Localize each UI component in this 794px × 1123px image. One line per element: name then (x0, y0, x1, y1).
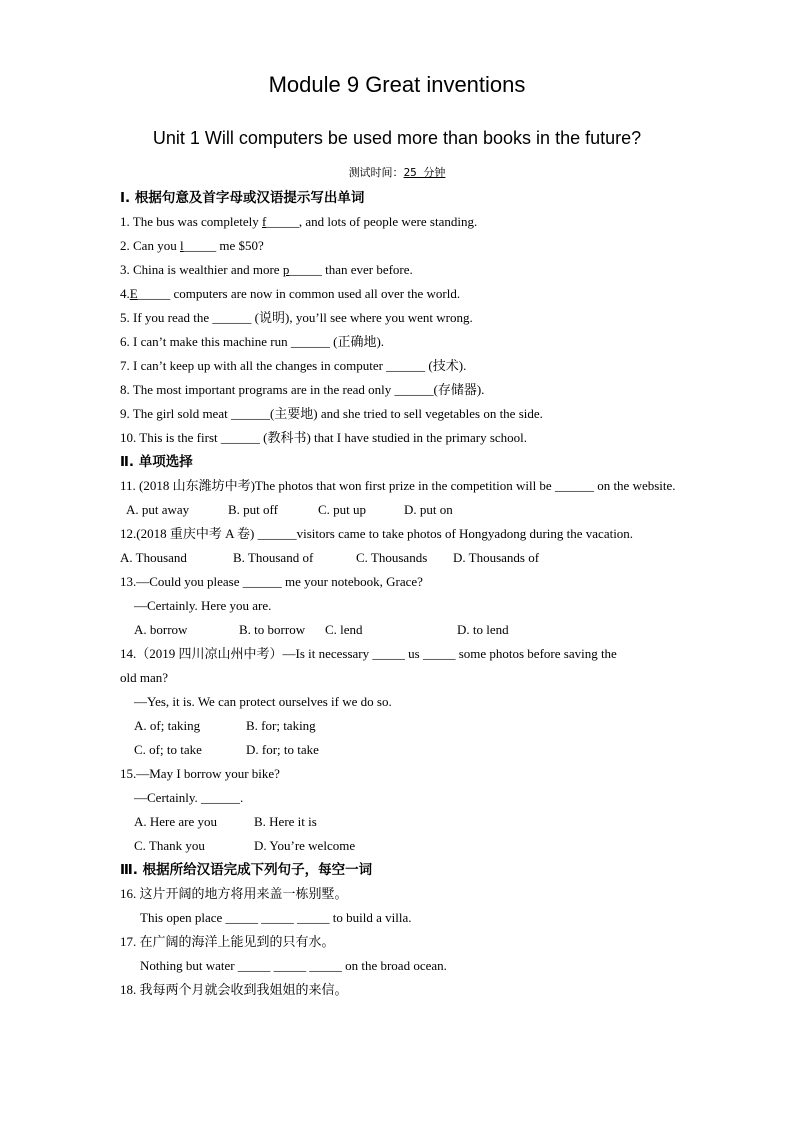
option: C. lend (325, 622, 363, 637)
option: C. Thousands (356, 550, 428, 565)
question-17-sentence: Nothing but water _____ _____ _____ on the broad ocean. (140, 958, 447, 973)
question-15-options-row-2 (120, 834, 685, 858)
option: A. of; taking (134, 718, 201, 733)
question-17: 17. 在广阔的海洋上能见到的只有水。 (120, 934, 335, 949)
question-1: 1. The bus was completely f_____, and lots of people were standing. (120, 214, 478, 229)
option: B. to borrow (239, 622, 306, 637)
option: B. Thousand of (233, 550, 314, 565)
option: C. of; to take (134, 742, 202, 757)
question-12-options (120, 546, 685, 570)
question-12: 12.(2018 重庆中考 A 卷) ______visitors came to take photos of Hongyadong during the vacation. (120, 526, 634, 541)
question-16-sentence: This open place _____ _____ _____ to build a villa. (140, 910, 412, 925)
option: D. You’re welcome (254, 838, 356, 853)
option: D. to lend (457, 622, 509, 637)
question-14-options-row-1 (120, 714, 685, 738)
question-14-continued: old man? (120, 670, 169, 685)
option: C. put up (318, 502, 367, 517)
option: B. Here it is (254, 814, 317, 829)
question-14: 14.（2019 四川凉山州中考）—Is it necessary _____ us _____ some photos before saving the (120, 646, 617, 661)
question-5: 5. If you read the ______ (说明), you’ll see where you went wrong. (120, 310, 473, 325)
question-16: 16. 这片开阔的地方将用来盖一栋别墅。 (120, 886, 348, 901)
option: A. Thousand (120, 550, 187, 565)
question-18: 18. 我每两个月就会收到我姐姐的来信。 (120, 982, 348, 997)
question-9: 9. The girl sold meat ______(主要地) and she tried to sell vegetables on the side. (120, 406, 543, 421)
test-time-value: 25 分钟 (403, 166, 446, 179)
question-13-reply: —Certainly. Here you are. (134, 598, 272, 613)
question-3: 3. China is wealthier and more p_____ than ever before. (120, 262, 413, 277)
question-2: 2. Can you l_____ me $50? (120, 238, 264, 253)
section-3-heading: Ⅲ. 根据所给汉语完成下列句子，每空一词 (120, 862, 373, 878)
question-15-reply: —Certainly. ______. (134, 790, 244, 805)
option: B. for; taking (246, 718, 316, 733)
question-4: 4.E_____ computers are now in common used all over the world. (120, 286, 461, 301)
question-6: 6. I can’t make this machine run ______ (正确地). (120, 334, 385, 349)
question-11-options (120, 498, 685, 522)
section-1-heading: Ⅰ. 根据句意及首字母或汉语提示写出单词 (120, 190, 365, 206)
option: D. put on (404, 502, 453, 517)
question-14-options-row-2 (120, 738, 685, 762)
question-15: 15.—May I borrow your bike? (120, 766, 280, 781)
question-10: 10. This is the first ______ (教科书) that I have studied in the primary school. (120, 430, 528, 445)
option: D. for; to take (246, 742, 319, 757)
question-7: 7. I can’t keep up with all the changes in computer ______ (技术). (120, 358, 467, 373)
question-13: 13.—Could you please ______ me your notebook, Grace? (120, 574, 423, 589)
worksheet-body (120, 186, 685, 1002)
question-14-reply: —Yes, it is. We can protect ourselves if we do so. (134, 694, 392, 709)
option: A. borrow (134, 622, 188, 637)
question-8: 8. The most important programs are in the read only ______(存储器). (120, 382, 485, 397)
option: C. Thank you (134, 838, 205, 853)
test-time-label: 测试时间： (348, 166, 404, 179)
option: B. put off (228, 502, 278, 517)
test-time (0, 164, 794, 180)
page-title: Module 9 Great inventions (268, 72, 526, 97)
question-15-options-row-1 (120, 810, 685, 834)
option: D. Thousands of (453, 550, 540, 565)
option: A. Here are you (134, 814, 218, 829)
question-11: 11. (2018 山东潍坊中考)The photos that won first prize in the competition will be ______ on the website. (120, 478, 676, 493)
page-subtitle: Unit 1 Will computers be used more than books in the future? (152, 128, 642, 148)
option: A. put away (126, 502, 190, 517)
question-13-options (120, 618, 685, 642)
section-2-heading: Ⅱ. 单项选择 (120, 454, 193, 470)
